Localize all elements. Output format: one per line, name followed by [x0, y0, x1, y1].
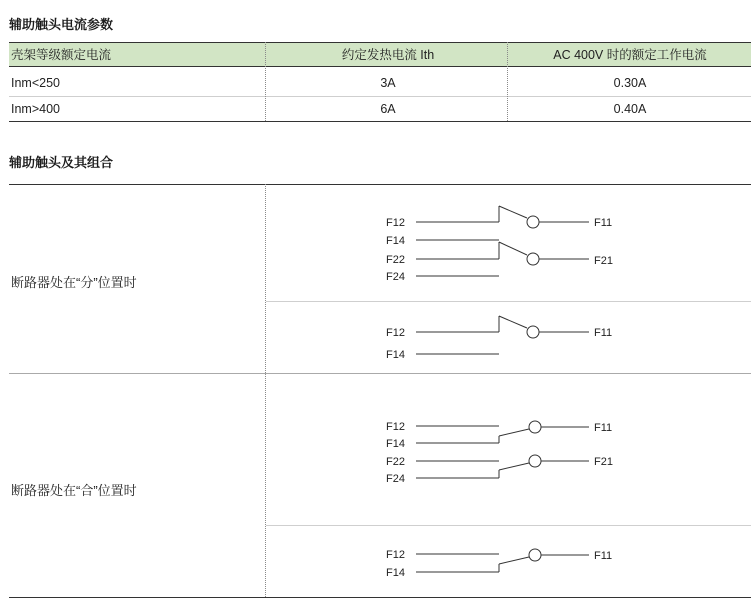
header-frame-rated-current: 壳架等级额定电流 [11, 48, 112, 62]
terminal-f14-label: F14 [386, 438, 405, 450]
terminal-f14-label: F14 [386, 235, 405, 247]
table-row-2-frame: Inm>400 [11, 102, 60, 116]
closed-single-contact-diagram [386, 549, 612, 579]
contact-terminal-circle [527, 253, 539, 265]
contact-terminal-circle [527, 216, 539, 228]
table-row-2-thermal: 6A [380, 102, 396, 116]
section-title-current-params: 辅助触头电流参数 [9, 17, 114, 32]
terminal-f11-label: F11 [594, 550, 613, 562]
open-double-contact-diagram [386, 206, 613, 283]
closed-position-label: 断路器处在“合”位置时 [11, 483, 137, 498]
contact-terminal-circle [529, 421, 541, 433]
contact-diagrams [9, 184, 751, 598]
contacts-table [9, 184, 751, 598]
table-header-row [9, 42, 751, 67]
terminal-f12-label: F12 [386, 549, 405, 561]
open-position-label: 断路器处在“分”位置时 [11, 275, 137, 290]
closed-double-contact-diagram [386, 421, 613, 485]
header-operating-current: AC 400V 时的额定工作电流 [553, 48, 707, 62]
contact-terminal-circle [527, 326, 539, 338]
terminal-f12-label: F12 [386, 217, 405, 229]
terminal-f24-label: F24 [386, 473, 405, 485]
table-row-1-frame: Inm<250 [11, 76, 60, 90]
table-row-1-thermal: 3A [380, 76, 396, 90]
terminal-f11-label: F11 [594, 217, 613, 229]
terminal-f22-label: F22 [386, 456, 405, 468]
header-thermal-current: 约定发热电流 Ith [341, 48, 435, 62]
terminal-f21-label: F21 [594, 456, 613, 468]
terminal-f14-label: F14 [386, 349, 405, 361]
terminal-f24-label: F24 [386, 271, 405, 283]
section-title-contacts: 辅助触头及其组合 [9, 155, 114, 170]
contact-terminal-circle [529, 455, 541, 467]
terminal-f21-label: F21 [594, 255, 613, 267]
table-bottom-border [9, 121, 751, 122]
open-single-contact-diagram [386, 316, 612, 361]
terminal-f22-label: F22 [386, 254, 405, 266]
terminal-f12-label: F12 [386, 421, 405, 433]
table-row-2-operating: 0.40A [613, 102, 647, 116]
terminal-f11-label: F11 [594, 422, 613, 434]
column-separator [507, 42, 508, 121]
table-row-1-operating: 0.30A [613, 76, 647, 90]
terminal-f12-label: F12 [386, 327, 405, 339]
column-separator [265, 42, 266, 121]
terminal-f11-label: F11 [594, 327, 613, 339]
terminal-f14-label: F14 [386, 567, 405, 579]
contact-terminal-circle [529, 549, 541, 561]
